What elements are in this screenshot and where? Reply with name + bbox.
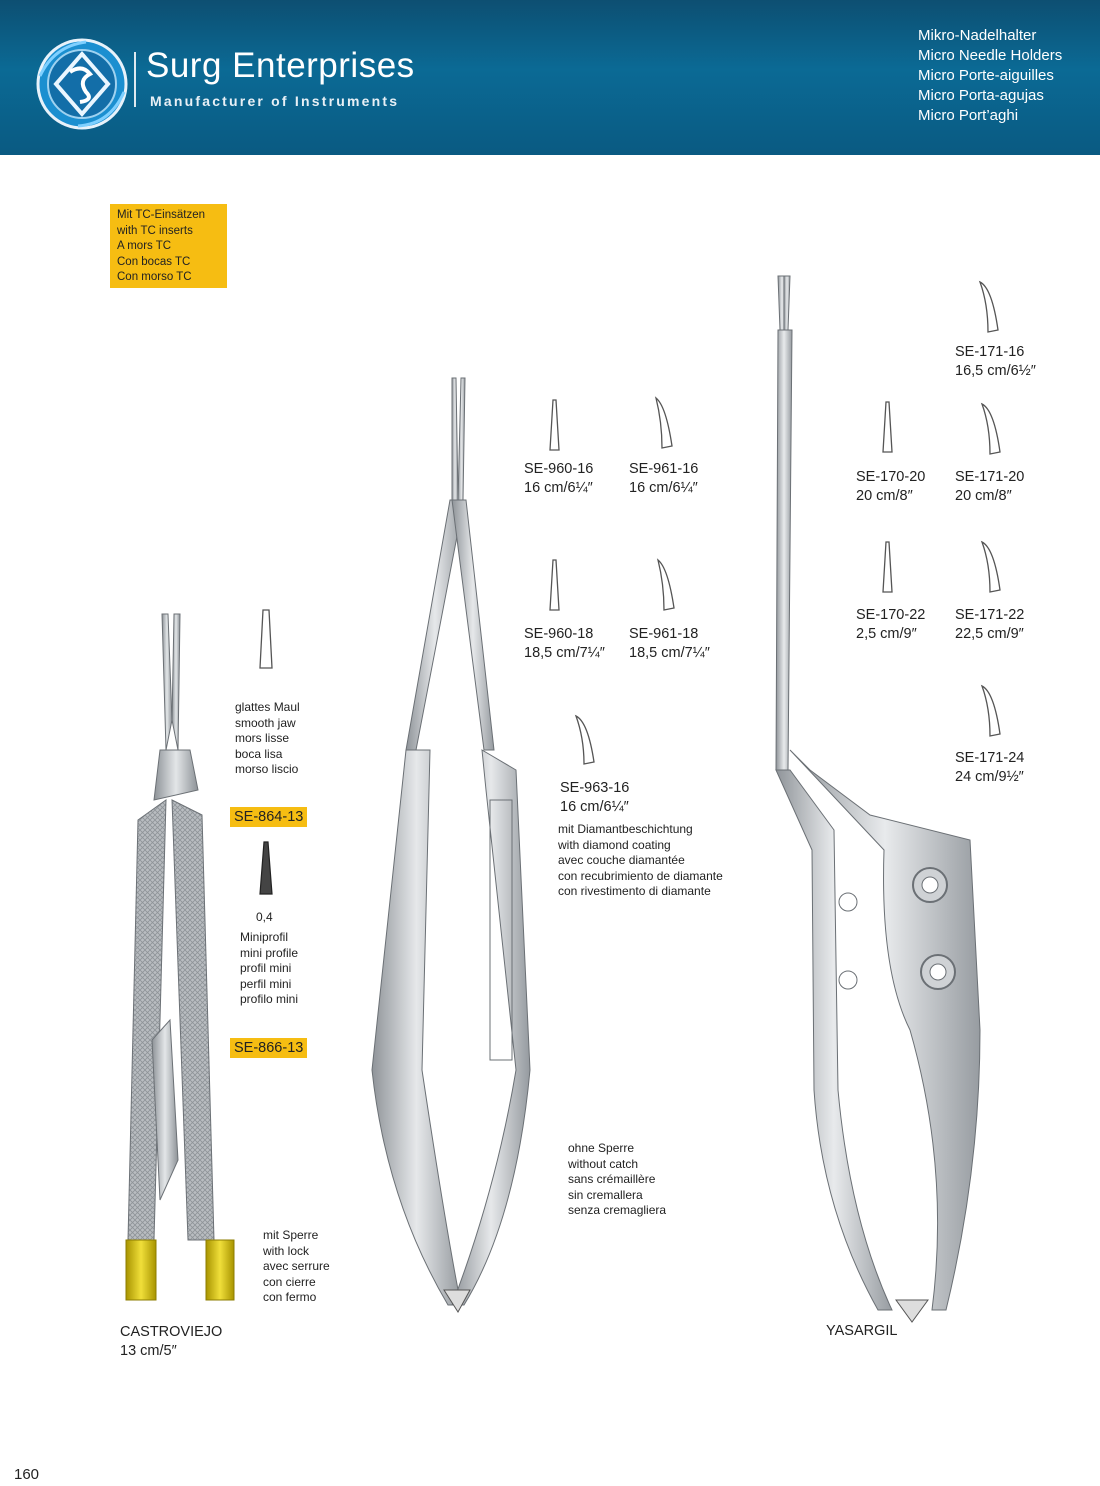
note-line: without catch: [568, 1156, 639, 1171]
note-line: con recubrimiento de diamante: [558, 868, 723, 883]
product-size: 16 cm/6¼″: [560, 799, 629, 815]
product-code: SE-961-18: [629, 626, 699, 642]
without-catch-note: [568, 1141, 666, 1219]
mini-profile-tip-icon: [256, 840, 276, 900]
note-line: glattes Maul: [235, 700, 300, 714]
note-line: mit Diamantbeschichtung: [558, 822, 693, 836]
note-line: with diamond coating: [558, 837, 671, 852]
product-size: 20 cm/8″: [955, 488, 1012, 504]
product-size: 16,5 cm/6½″: [955, 363, 1036, 379]
product-size: 24 cm/9½″: [955, 769, 1024, 785]
product-code: SE-960-16: [524, 461, 594, 477]
title-en: Micro Needle Holders: [918, 47, 1063, 64]
product-code: SE-171-16: [955, 344, 1025, 360]
product-se-170-20: [856, 468, 925, 506]
product-size: 20 cm/8″: [856, 488, 913, 504]
tc-line: A mors TC: [117, 240, 172, 252]
note-line: ohne Sperre: [568, 1141, 635, 1155]
product-se-170-22: [856, 606, 925, 644]
note-line: senza cremagliera: [568, 1203, 667, 1217]
company-logo: [34, 36, 130, 137]
note-line: mini profile: [240, 945, 299, 960]
note-line: smooth jaw: [235, 715, 296, 730]
product-code: SE-170-20: [856, 469, 926, 485]
tc-line: Con morso TC: [117, 271, 192, 283]
title-es: Micro Porta-agujas: [918, 87, 1044, 104]
diamond-coating-note: [558, 822, 723, 900]
smooth-jaw-tip-icon: [256, 608, 276, 672]
title-it: Micro Port’aghi: [918, 107, 1019, 124]
note-line: profilo mini: [240, 992, 299, 1006]
product-se-171-16: [955, 343, 1036, 381]
brand-divider: [134, 52, 136, 107]
tip-straight-icon: [878, 400, 898, 456]
title-fr: Micro Porte-aiguilles: [918, 67, 1054, 84]
product-se-963-16: [560, 779, 629, 817]
castroviejo-instrument-image: [110, 600, 240, 1320]
page-number: 160: [14, 1466, 40, 1483]
product-code: SE-171-24: [955, 750, 1025, 766]
product-size: 16 cm/6¼″: [524, 480, 593, 496]
tip-curved-icon: [652, 396, 676, 452]
yasargil-label: YASARGIL: [826, 1323, 898, 1339]
note-line: morso liscio: [235, 762, 299, 776]
product-code: SE-963-16: [560, 780, 630, 796]
code-se-864-13: SE-864-13: [230, 807, 307, 827]
tip-curved-icon: [978, 684, 1004, 738]
brand-name: Surg Enterprises: [146, 46, 415, 85]
tip-curved-icon: [654, 558, 678, 614]
product-code: SE-171-20: [955, 469, 1025, 485]
product-se-961-16: [629, 460, 698, 498]
note-line: avec couche diamantée: [558, 853, 685, 867]
mini-profile-note: [240, 930, 298, 1008]
tip-curved-icon: [978, 402, 1004, 456]
product-se-171-24: [955, 749, 1024, 787]
instrument-size: 13 cm/5″: [120, 1343, 177, 1359]
product-se-960-18: [524, 625, 605, 663]
micro-needle-holder-image: [366, 370, 566, 1320]
note-line: perfil mini: [240, 976, 292, 991]
product-se-960-16: [524, 460, 593, 498]
note-line: con rivestimento di diamante: [558, 884, 711, 898]
code-se-866-13: SE-866-13: [230, 1038, 307, 1058]
note-line: mit Sperre: [263, 1228, 319, 1242]
tip-curved-icon: [978, 540, 1004, 594]
tc-line: Mit TC-Einsätzen: [117, 209, 205, 221]
product-se-961-18: [629, 625, 710, 663]
product-code: SE-960-18: [524, 626, 594, 642]
tip-straight-icon: [545, 398, 565, 454]
note-line: boca lisa: [235, 746, 283, 761]
product-size: 18,5 cm/7¼″: [524, 645, 605, 661]
yasargil-instrument-image: [760, 270, 990, 1330]
note-line: con fermo: [263, 1290, 317, 1304]
product-size: 2,5 cm/9″: [856, 626, 917, 642]
product-code: SE-170-22: [856, 607, 926, 623]
product-code: SE-171-22: [955, 607, 1025, 623]
tip-straight-icon: [545, 558, 565, 614]
castroviejo-label: [120, 1323, 222, 1361]
section-titles: [918, 26, 1062, 126]
instrument-name: CASTROVIEJO: [120, 1324, 223, 1340]
note-line: sin cremallera: [568, 1187, 643, 1202]
note-line: Miniprofil: [240, 930, 289, 944]
note-line: avec serrure: [263, 1259, 330, 1273]
note-line: with lock: [263, 1243, 310, 1258]
product-se-171-20: [955, 468, 1024, 506]
title-de: Mikro-Nadelhalter: [918, 27, 1037, 44]
note-line: profil mini: [240, 961, 292, 975]
with-lock-note: [263, 1228, 330, 1306]
tip-curved-icon: [976, 280, 1002, 334]
note-line: sans crémaillère: [568, 1172, 656, 1186]
tip-curved-icon: [572, 714, 598, 766]
product-size: 16 cm/6¼″: [629, 480, 698, 496]
product-size: 22,5 cm/9″: [955, 626, 1024, 642]
brand-tagline: Manufacturer of Instruments: [150, 93, 400, 109]
product-se-171-22: [955, 606, 1024, 644]
tc-line: with TC inserts: [117, 224, 193, 237]
product-size: 18,5 cm/7¼″: [629, 645, 710, 661]
tc-inserts-box: [110, 204, 227, 288]
tip-straight-icon: [878, 540, 898, 596]
product-code: SE-961-16: [629, 461, 699, 477]
tc-line: Con bocas TC: [117, 255, 191, 268]
page-header: [0, 0, 1100, 155]
smooth-jaw-note: [235, 700, 300, 778]
note-line: con cierre: [263, 1274, 316, 1289]
size-04: 0,4: [256, 910, 273, 924]
note-line: mors lisse: [235, 731, 290, 745]
